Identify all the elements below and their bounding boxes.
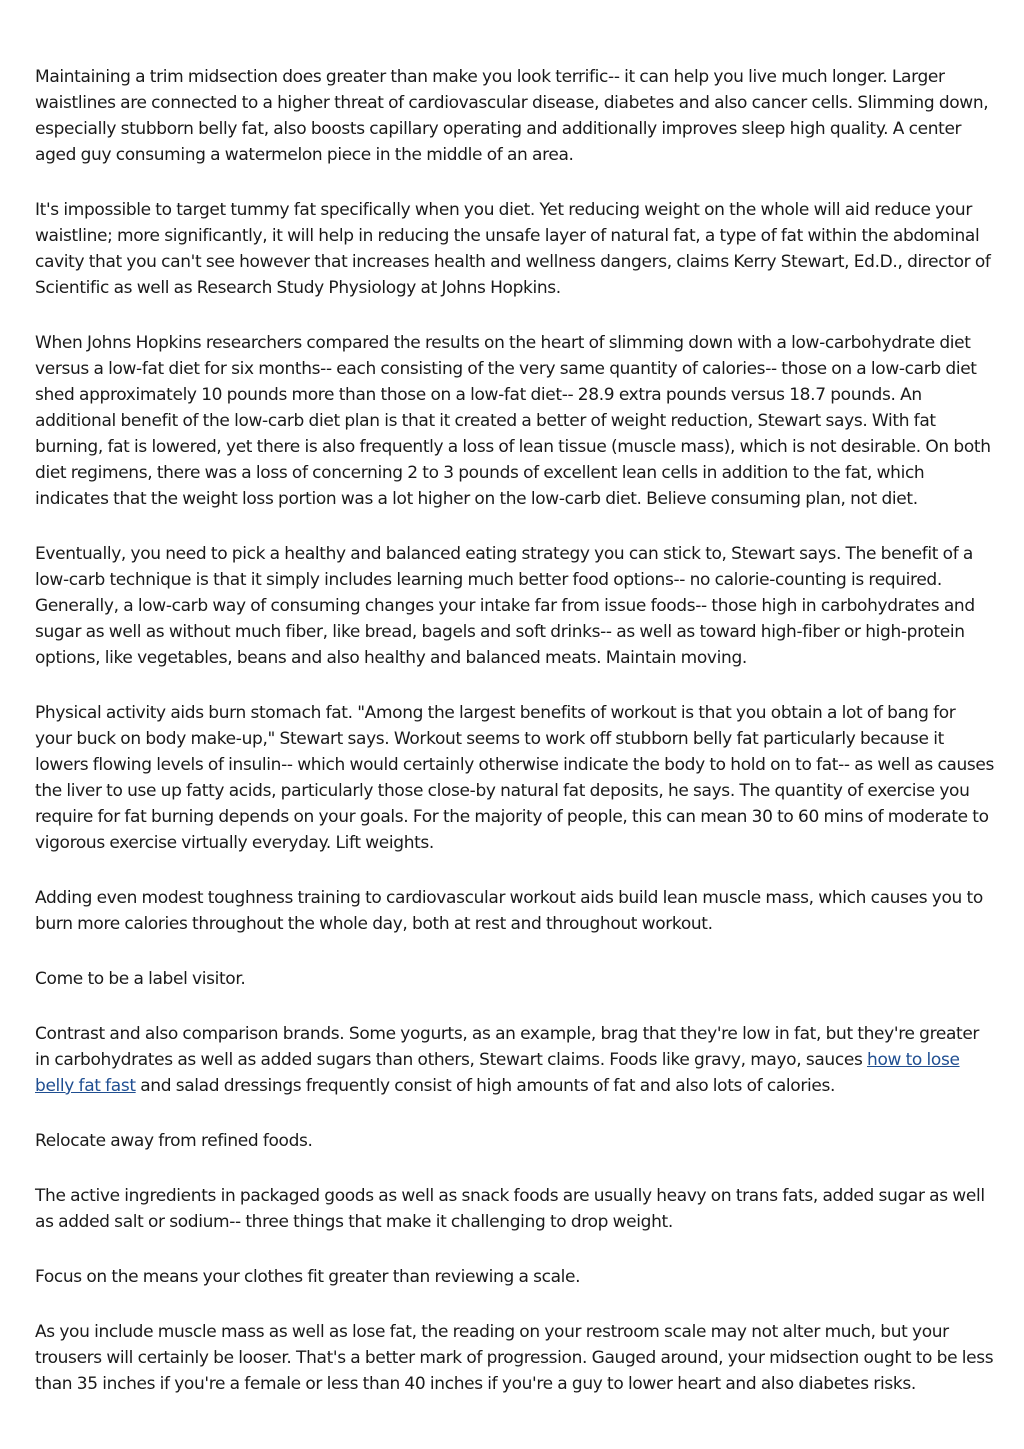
- paragraph-clothes-fit: Focus on the means your clothes fit greater than reviewing a scale.: [35, 1267, 581, 1287]
- compare-brands-text-after: and salad dressings frequently consist of high amounts of fat and also lots of calories.: [135, 1076, 836, 1096]
- paragraph-eating-strategy: Eventually, you need to pick a healthy and balanced eating strategy you can stick to, Stewart says. The benefit of a low-carb technique is that it simply includes learning much better food options-- no calorie-counting is required. Generally, a low-carb way of consuming changes your intake far from issue foods-- those high in carbohydrates and sugar as well as without much fiber, like bread, bagels and soft drinks-- as well as toward high-fiber or high-protein options, like vegetables, beans and also healthy and balanced meats. Maintain moving.: [35, 544, 975, 668]
- paragraph-packaged-goods: The active ingredients in packaged goods as well as snack foods are usually heavy on trans fats, added sugar as well as added salt or sodium-- three things that make it challenging to drop weight.: [35, 1186, 985, 1232]
- belly-fat-link[interactable]: how to lose belly fat fast: [35, 1050, 960, 1096]
- paragraph-compare-brands: [35, 1021, 995, 1099]
- paragraph-physical-activity: Physical activity aids burn stomach fat. "Among the largest benefits of workout is that you obtain a lot of bang for your buck on body make-up," Stewart says. Workout seems to work off stubborn belly fat particularly because it lowers flowing levels of insulin-- which would certainly otherwise indicate the body to hold on to fat-- as well as causes the liver to use up fatty acids, particularly those close-by natural fat deposits, he says. The quantity of exercise you require for fat burning depends on your goals. For the majority of people, this can mean 30 to 60 mins of moderate to vigorous exercise virtually everyday. Lift weights.: [35, 703, 995, 853]
- paragraph-strength-training: Adding even modest toughness training to cardiovascular workout aids build lean muscle mass, which causes you to burn more calories throughout the whole day, both at rest and throughout workout.: [35, 888, 983, 934]
- paragraph-target-fat: It's impossible to target tummy fat specifically when you diet. Yet reducing weight on the whole will aid reduce your waistline; more significantly, it will help in reducing the unsafe layer of natural fat, a type of fat within the abdominal cavity that you can't see however that increases health and wellness dangers, claims Kerry Stewart, Ed.D., director of Scientific as well as Research Study Physiology at Johns Hopkins.: [35, 200, 991, 298]
- document-body: [35, 64, 995, 1426]
- paragraph-muscle-mass: As you include muscle mass as well as lose fat, the reading on your restroom scale may not alter much, but your trousers will certainly be looser. That's a better mark of progression. Gauged around, your midsection ought to be less than 35 inches if you're a female or less than 40 inches if you're a guy to lower heart and also diabetes risks.: [35, 1322, 994, 1394]
- paragraph-refined-foods: Relocate away from refined foods.: [35, 1131, 313, 1151]
- compare-brands-text-before: Contrast and also comparison brands. Some yogurts, as an example, brag that they're low in fat, but they're greater in carbohydrates as well as added sugars than others, Stewart claims. Foods like gravy, mayo, sauces: [35, 1024, 980, 1070]
- paragraph-intro: Maintaining a trim midsection does greater than make you look terrific-- it can help you live much longer. Larger waistlines are connected to a higher threat of cardiovascular disease, diabetes and also cancer cells. Slimming down, especially stubborn belly fat, also boosts capillary operating and additionally improves sleep high quality. A center aged guy consuming a watermelon piece in the middle of an area.: [35, 67, 989, 165]
- paragraph-label-visitor: Come to be a label visitor.: [35, 969, 246, 989]
- paragraph-study: When Johns Hopkins researchers compared the results on the heart of slimming down with a low-carbohydrate diet versus a low-fat diet for six months-- each consisting of the very same quantity of calories-- those on a low-carb diet shed approximately 10 pounds more than those on a low-fat diet-- 28.9 extra pounds versus 18.7 pounds. An additional benefit of the low-carb diet plan is that it created a better of weight reduction, Stewart says. With fat burning, fat is lowered, yet there is also frequently a loss of lean tissue (muscle mass), which is not desirable. On both diet regimens, there was a loss of concerning 2 to 3 pounds of excellent lean cells in addition to the fat, which indicates that the weight loss portion was a lot higher on the low-carb diet. Believe consuming plan, not diet.: [35, 333, 991, 509]
